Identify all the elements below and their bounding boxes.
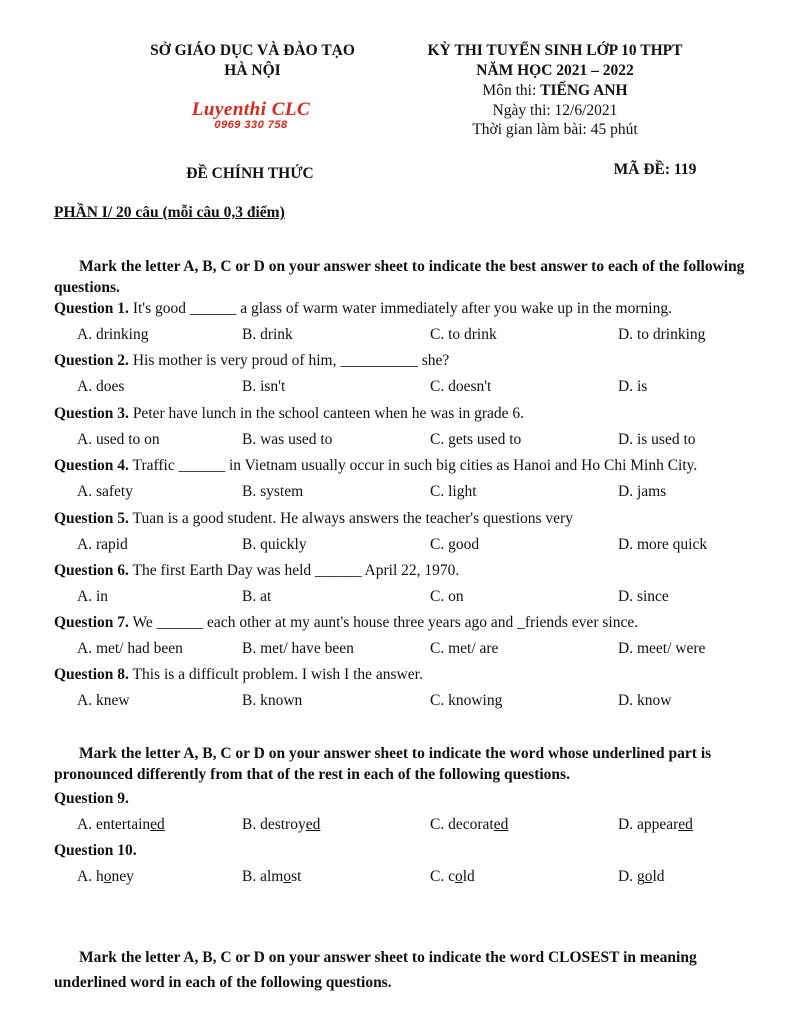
answer-option: B. isn't [242, 378, 286, 395]
question-label: Question 4. [54, 457, 129, 474]
question-body: Traffic ______ in Vietnam usually occur in such big cities as Hanoi and Ho Chi Minh City. [128, 457, 698, 474]
answer-option: A. safety [77, 483, 133, 500]
question-body: This is a difficult problem. I wish I the answer. [128, 666, 423, 683]
answer-option: C. doesn't [430, 378, 492, 395]
answer-option: D. since [618, 588, 669, 605]
instruction-closest-meaning: Mark the letter A, B, C or D on your answer sheet to indicate the word CLOSEST in meaning underlined word in each of the following questions. [54, 949, 697, 991]
answer-option: C. good [430, 536, 480, 553]
option-text: ld [462, 868, 475, 885]
question-label: Question 9. [54, 790, 129, 807]
answer-option: D. is [618, 378, 648, 395]
instruction-best-answer: Mark the letter A, B, C or D on your answer sheet to indicate the best answer to each of the following questions. [54, 258, 745, 296]
option-text: st [291, 868, 302, 885]
logo-title: Luyenthi CLC [191, 99, 311, 120]
answer-option [430, 868, 475, 886]
answer-option: A. rapid [77, 536, 128, 553]
answer-option: D. know [618, 692, 672, 709]
answer-option: D. is used to [618, 431, 696, 448]
option-text: A. entertain [77, 816, 151, 833]
answer-option [430, 816, 508, 834]
underlined-part: o [454, 868, 463, 885]
option-text: C. c [430, 868, 455, 885]
option-text: B. destroy [242, 816, 306, 833]
option-text: ld [652, 868, 665, 885]
school-year: NĂM HỌC 2021 – 2022 [476, 62, 634, 79]
question-text [54, 666, 423, 684]
answer-option: B. quickly [242, 536, 307, 553]
answer-option: A. does [77, 378, 125, 395]
answer-option: C. met/ are [430, 640, 499, 657]
department-name: SỞ GIÁO DỤC VÀ ĐÀO TẠO [150, 42, 355, 59]
answer-option: C. to drink [430, 326, 497, 343]
answer-option: D. more quick [618, 536, 708, 553]
logo-phone: 0969 330 758 [214, 119, 288, 131]
subject-label: Môn thi: [482, 82, 541, 99]
answer-option: B. drink [242, 326, 293, 343]
exam-title: KỲ THI TUYỂN SINH LỚP 10 THPT [427, 42, 683, 59]
answer-option: A. used to on [77, 431, 160, 448]
question-label: Question 2. [54, 352, 129, 369]
option-text: D. g [618, 868, 645, 885]
question-text [54, 457, 697, 475]
question-body: It's good ______ a glass of warm water immediately after you wake up in the morning. [128, 300, 672, 317]
question-body: Tuan is a good student. He always answers the teacher's questions very [128, 510, 573, 527]
option-text: D. appear [618, 816, 679, 833]
question-label: Question 7. [54, 614, 129, 631]
question-body: We ______ each other at my aunt's house three years ago and _friends ever since. [128, 614, 639, 631]
subject-line [400, 81, 710, 100]
question-label: Question 10. [54, 842, 137, 859]
question-label: Question 8. [54, 666, 129, 683]
option-text: C. decorat [430, 816, 494, 833]
answer-option: A. in [77, 588, 108, 605]
exam-duration: Thời gian làm bài: 45 phút [472, 121, 638, 138]
question-body: The first Earth Day was held ______ April 22, 1970. [128, 562, 460, 579]
exam-date: Ngày thi: 12/6/2021 [492, 102, 618, 119]
city-name: HÀ NỘI [224, 62, 281, 79]
section-title: PHẦN I/ 20 câu (mỗi câu 0,3 điểm) [54, 204, 285, 221]
underlined-part: ed [150, 816, 165, 833]
question-body: His mother is very proud of him, __________ she? [128, 352, 450, 369]
underlined-part: ed [305, 816, 321, 833]
answer-option [77, 868, 134, 886]
answer-option: C. knowing [430, 692, 503, 709]
question-text [54, 562, 459, 580]
question-label: Question 3. [54, 405, 129, 422]
subject-value: TIẾNG ANH [540, 82, 628, 99]
answer-option: D. to drinking [618, 326, 706, 343]
answer-option: A. met/ had been [77, 640, 183, 657]
question-label: Question 1. [54, 300, 129, 317]
answer-option [242, 816, 320, 834]
answer-option: C. on [430, 588, 464, 605]
question-body: Peter have lunch in the school canteen when he was in grade 6. [128, 405, 525, 422]
answer-option [618, 868, 665, 886]
question-text [54, 405, 524, 423]
answer-option [618, 816, 693, 834]
official-label: ĐỀ CHÍNH THỨC [186, 165, 314, 182]
option-text: A. h [77, 868, 104, 885]
question-text [54, 510, 573, 528]
answer-option [242, 868, 301, 886]
answer-option [77, 816, 165, 834]
question-text [54, 352, 449, 370]
question-label: Question 5. [54, 510, 129, 527]
option-text: B. alm [242, 868, 284, 885]
answer-option: B. known [242, 692, 303, 709]
answer-option: A. drinking [77, 326, 149, 343]
question-label: Question 6. [54, 562, 129, 579]
answer-option: A. knew [77, 692, 130, 709]
answer-option: D. jams [618, 483, 667, 500]
answer-option: B. was used to [242, 431, 333, 448]
underlined-part: ed [678, 816, 693, 833]
exam-code: MÃ ĐỀ: 119 [613, 161, 697, 178]
question-text [54, 614, 638, 632]
instruction-pronunciation: Mark the letter A, B, C or D on your answer sheet to indicate the word whose underlined part is pronounced differently from that of the rest in each of the following questions. [54, 745, 712, 783]
question-text [54, 300, 672, 318]
answer-option: B. system [242, 483, 304, 500]
underlined-part: ed [493, 816, 509, 833]
underlined-part: o [103, 868, 112, 885]
underlined-part: o [644, 868, 653, 885]
option-text: ney [111, 868, 134, 885]
answer-option: B. met/ have been [242, 640, 354, 657]
underlined-part: o [283, 868, 292, 885]
answer-option: C. gets used to [430, 431, 522, 448]
logo [176, 100, 326, 131]
answer-option: D. meet/ were [618, 640, 706, 657]
answer-option: B. at [242, 588, 272, 605]
answer-option: C. light [430, 483, 477, 500]
